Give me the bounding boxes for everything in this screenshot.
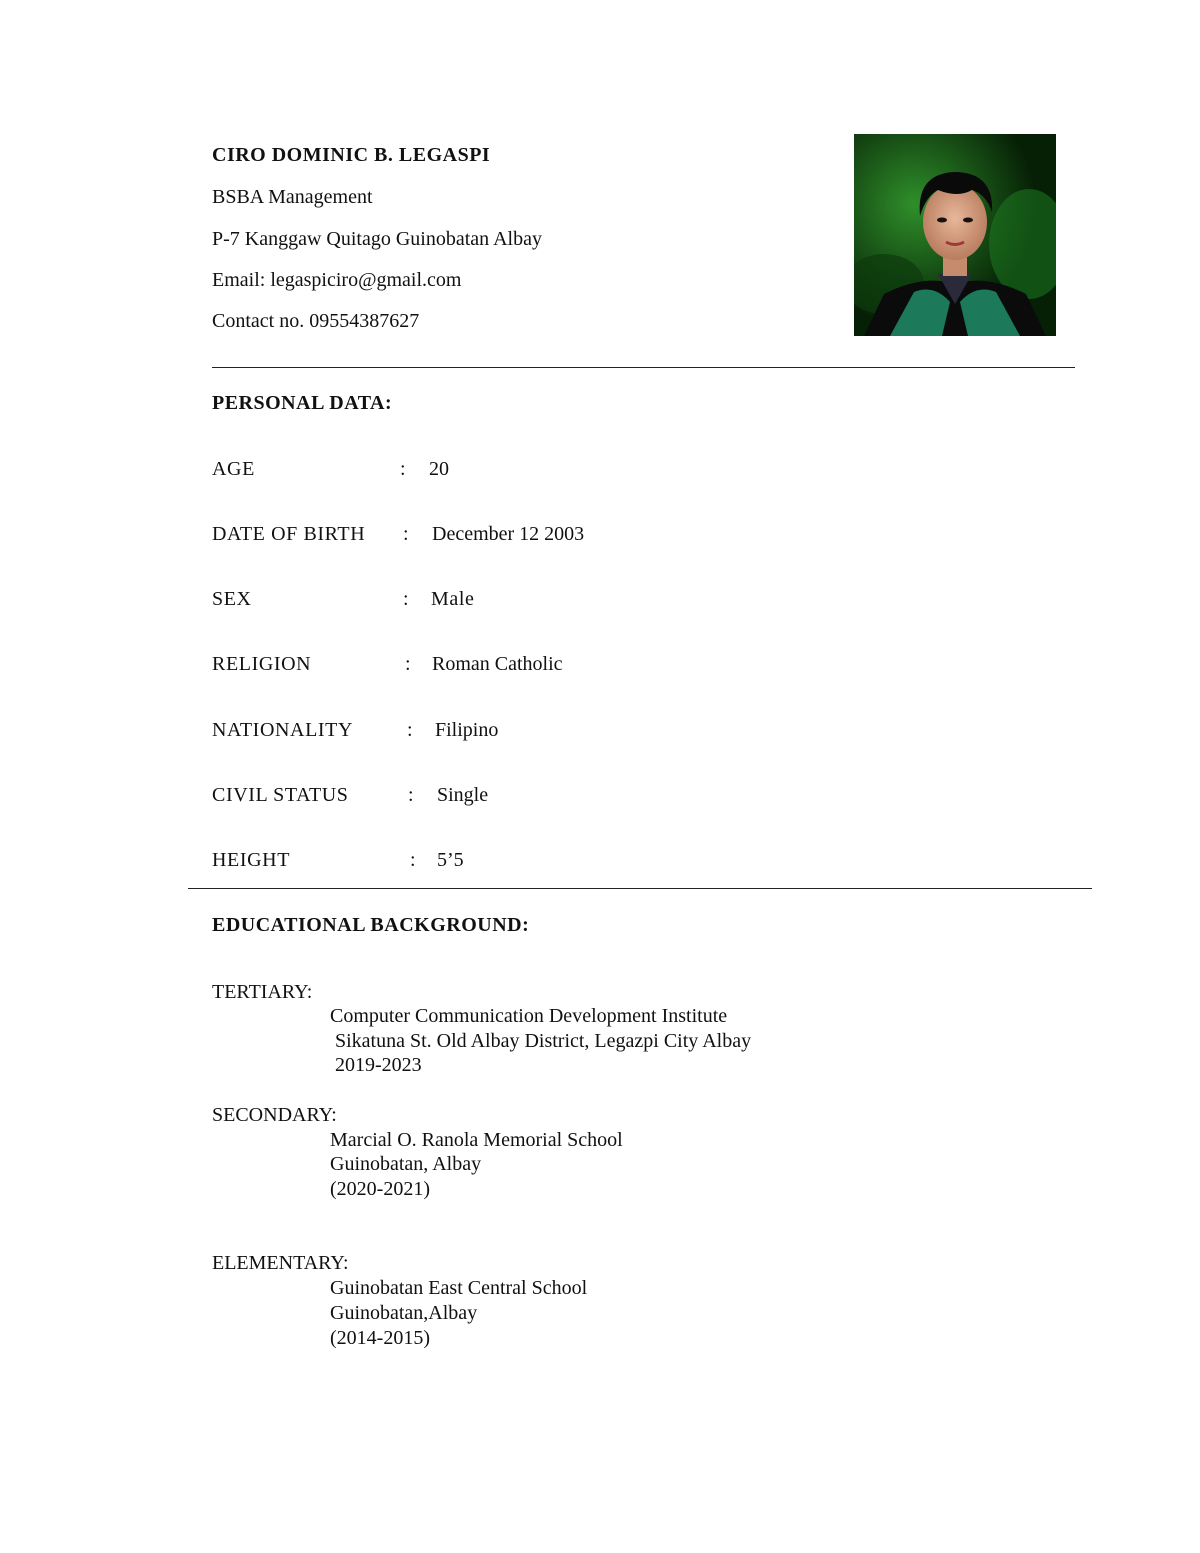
course: BSBA Management	[212, 186, 373, 208]
religion-colon: :	[405, 653, 411, 675]
religion-label: RELIGION	[212, 653, 312, 675]
dob-value: December 12 2003	[432, 523, 585, 545]
height-label: HEIGHT	[212, 849, 291, 871]
elementary-address: Guinobatan,Albay	[330, 1302, 478, 1324]
age-value: 20	[429, 458, 449, 480]
civil-status-value: Single	[437, 784, 489, 806]
elementary-years: (2014-2015)	[330, 1327, 430, 1349]
address: P-7 Kanggaw Quitago Guinobatan Albay	[212, 228, 542, 250]
secondary-years: (2020-2021)	[330, 1178, 430, 1200]
educational-background-heading: EDUCATIONAL BACKGROUND:	[212, 914, 530, 936]
nationality-value: Filipino	[435, 719, 499, 741]
age-colon: :	[400, 458, 406, 480]
civil-status-colon: :	[408, 784, 414, 806]
age-label: AGE	[212, 458, 255, 480]
email: Email: legaspiciro@gmail.com	[212, 269, 462, 291]
personal-data-divider	[188, 888, 1092, 889]
nationality-label: NATIONALITY	[212, 719, 354, 741]
tertiary-label: TERTIARY:	[212, 981, 313, 1003]
tertiary-years: 2019-2023	[335, 1054, 422, 1076]
applicant-name: CIRO DOMINIC B. LEGASPI	[212, 144, 491, 166]
header-divider	[212, 367, 1075, 368]
height-colon: :	[410, 849, 416, 871]
secondary-school: Marcial O. Ranola Memorial School	[330, 1129, 623, 1151]
civil-status-label: CIVIL STATUS	[212, 784, 349, 806]
elementary-label: ELEMENTARY:	[212, 1252, 349, 1274]
sex-label: SEX	[212, 588, 252, 610]
religion-value: Roman Catholic	[432, 653, 563, 675]
height-value: 5’5	[437, 849, 464, 871]
dob-label: DATE OF BIRTH	[212, 523, 366, 545]
secondary-label: SECONDARY:	[212, 1104, 337, 1126]
contact-number: Contact no. 09554387627	[212, 310, 420, 332]
dob-colon: :	[403, 523, 409, 545]
sex-value: Male	[431, 588, 475, 610]
personal-data-heading: PERSONAL DATA:	[212, 392, 393, 414]
secondary-address: Guinobatan, Albay	[330, 1153, 482, 1175]
elementary-school: Guinobatan East Central School	[330, 1277, 588, 1299]
nationality-colon: :	[407, 719, 413, 741]
tertiary-school: Computer Communication Development Institute	[330, 1005, 728, 1027]
tertiary-address: Sikatuna St. Old Albay District, Legazpi City Albay	[335, 1030, 752, 1052]
sex-colon: :	[403, 588, 409, 610]
profile-photo	[854, 134, 1056, 336]
